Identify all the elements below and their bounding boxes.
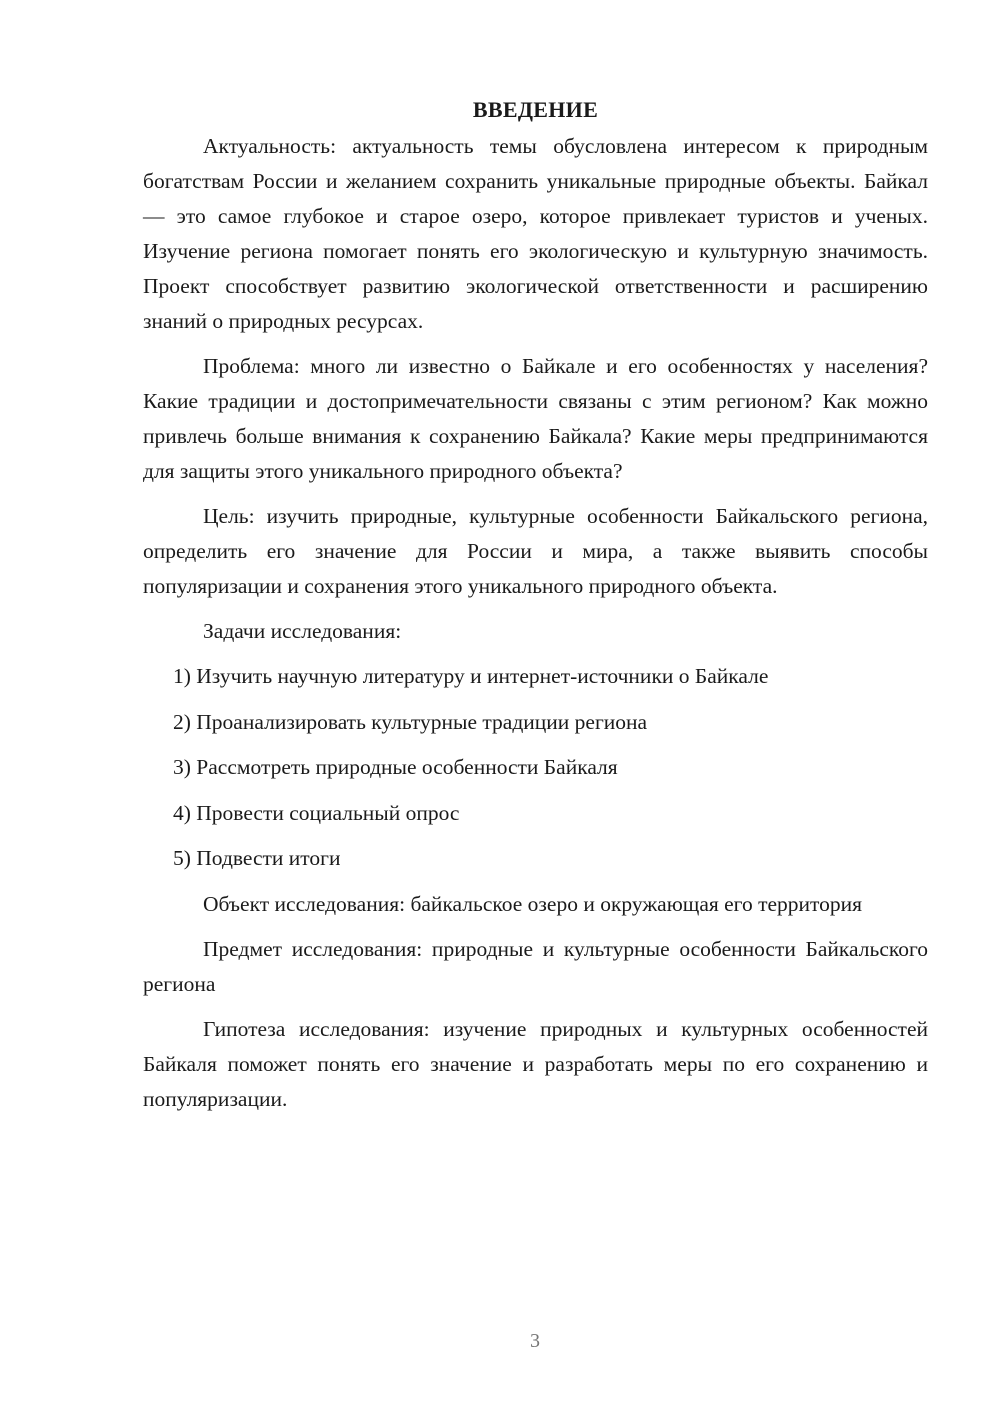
problem-paragraph: Проблема: много ли известно о Байкале и его особенностях у населения? Какие традиции и достопримечательности связаны с этим регионом? Как можно привлечь больше внимания к сохранению Байкала? Какие меры предпринимаются для защиты этого уникального природного объекта? — [143, 354, 928, 483]
task-item: 3) Рассмотреть природные особенности Байкаля — [173, 755, 618, 779]
tasks-heading: Задачи исследования: — [203, 619, 402, 643]
goal-paragraph: Цель: изучить природные, культурные особенности Байкальского региона, определить его значение для России и мира, а также выявить способы популяризации и сохранения этого уникального природного объекта. — [143, 504, 928, 598]
task-item: 1) Изучить научную литературу и интернет-источники о Байкале — [173, 664, 769, 688]
relevance-paragraph: Актуальность: актуальность темы обусловлена интересом к природным богатствам России и желанием сохранить уникальные природные объекты. Байкал — это самое глубокое и старое озеро, которое привлекает туристов и ученых. Изучение региона помогает понять его экологическую и культурную значимость. Проект способствует развитию экологической ответственности и расширению знаний о природных ресурсах. — [143, 134, 928, 333]
task-item: 2) Проанализировать культурные традиции региона — [173, 709, 648, 734]
task-item: 4) Провести социальный опрос — [173, 800, 460, 825]
page-title: ВВЕДЕНИЕ — [472, 97, 599, 122]
page-number: 3 — [530, 1330, 540, 1352]
tasks-list — [143, 659, 928, 876]
document-page — [143, 92, 928, 1127]
subject-paragraph: Предмет исследования: природные и культурные особенности Байкальского региона — [143, 936, 928, 996]
hypothesis-paragraph: Гипотеза исследования: изучение природных и культурных особенностей Байкаля поможет понять его значение и разработать меры по его сохранению и популяризации. — [143, 1016, 928, 1111]
task-item: 5) Подвести итоги — [173, 846, 341, 870]
object-paragraph: Объект исследования: байкальское озеро и окружающая его территория — [203, 891, 863, 916]
